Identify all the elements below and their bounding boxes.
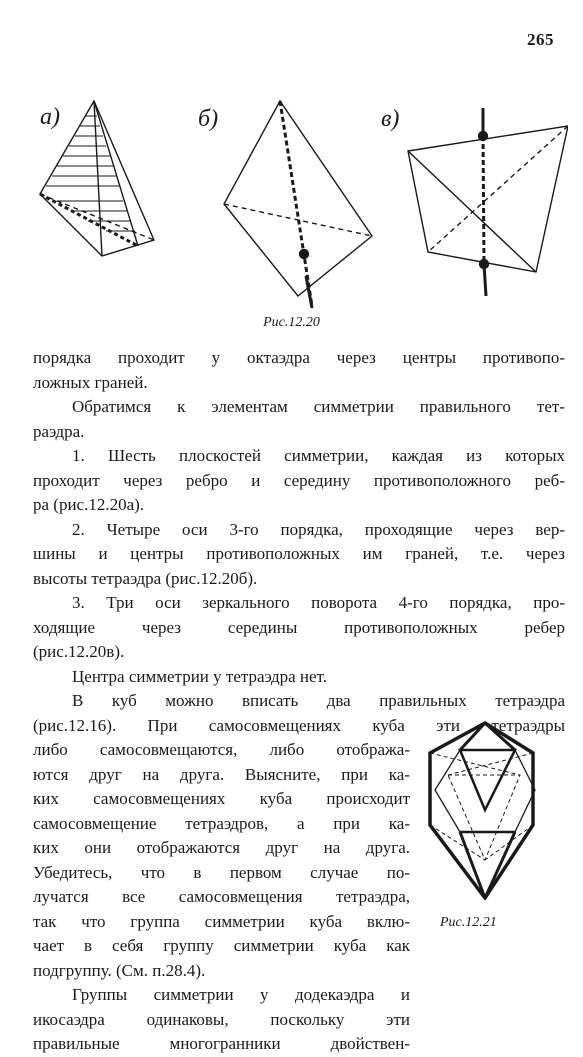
text-line: проходит через ребро и середину противоположного реб- [33, 470, 565, 490]
text-line: самосовмещение тетраэдров, а при ка- [33, 813, 410, 833]
text-line: 2. Четыре оси 3-го порядка, проходящие через вер- [72, 519, 565, 539]
body-text-wrapped [33, 738, 410, 1057]
text-line: раэдра. [33, 421, 85, 441]
text-line: высоты тетраэдра (рис.12.20б). [33, 568, 258, 588]
text-line: ходящие через середины противоположных ребер [33, 617, 565, 637]
figure-caption-12-21: Рис.12.21 [440, 915, 497, 930]
text-line: В куб можно вписать два правильных тетраэдра [72, 691, 565, 710]
text-line: порядка проходит у октаэдра через центры противопо- [33, 348, 565, 367]
text-line: ких самосовмещениях куба происходит [33, 789, 410, 808]
text-line: (рис.12.20в). [33, 642, 125, 661]
figure-12-20 [28, 96, 568, 312]
figure-caption-12-20: Рис.12.20 [263, 315, 320, 330]
text-line: шины и центры противоположных им граней, т.е. через [33, 544, 565, 563]
body-text-top [33, 346, 565, 738]
text-line: лучатся все самосовмещения тетраэдра, [33, 887, 410, 906]
text-line: подгруппу. (См. п.28.4). [33, 960, 206, 980]
text-line: Группы симметрии у додекаэдра и [72, 985, 410, 1004]
text-line: Убедитесь, что в первом случае по- [33, 862, 410, 882]
text-line: ких они отображаются друг на друга. [33, 838, 410, 857]
text-line: 3. Три оси зеркального поворота 4-го порядка, про- [72, 593, 565, 612]
text-line: Центра симметрии у тетраэдра нет. [72, 666, 327, 686]
text-line: так что группа симметрии куба вклю- [33, 911, 410, 931]
text-line: ложных граней. [33, 372, 148, 392]
panel-label-b: б) [198, 106, 219, 132]
text-line: Обратимся к элементам симметрии правильного тет- [72, 397, 565, 416]
panel-label-a: а) [40, 104, 60, 130]
text-line: икосаэдра одинаковы, поскольку эти [33, 1009, 410, 1029]
text-line: ра (рис.12.20а). [33, 495, 145, 514]
text-line: ются друг на друга. Выясните, при ка- [33, 764, 410, 784]
figure-12-21 [420, 720, 540, 900]
page-number: 265 [527, 30, 554, 49]
tetrahedra-diagram [28, 96, 568, 312]
icosahedron-diagram [420, 720, 540, 900]
panel-label-c: в) [381, 106, 400, 132]
text-line: 1. Шесть плоскостей симметрии, каждая из которых [72, 446, 565, 465]
tetrahedron-b [224, 101, 372, 308]
tetrahedron-c [408, 108, 568, 296]
text-line: чает в себя группу симметрии куба как [33, 936, 410, 955]
text-line: правильные многогранники двойствен- [33, 1034, 410, 1053]
text-line: либо самосовмещаются, либо отобража- [33, 740, 410, 759]
text-line: (рис.12.16). При самосовмещениях куба эти тетраэдры [33, 715, 565, 735]
